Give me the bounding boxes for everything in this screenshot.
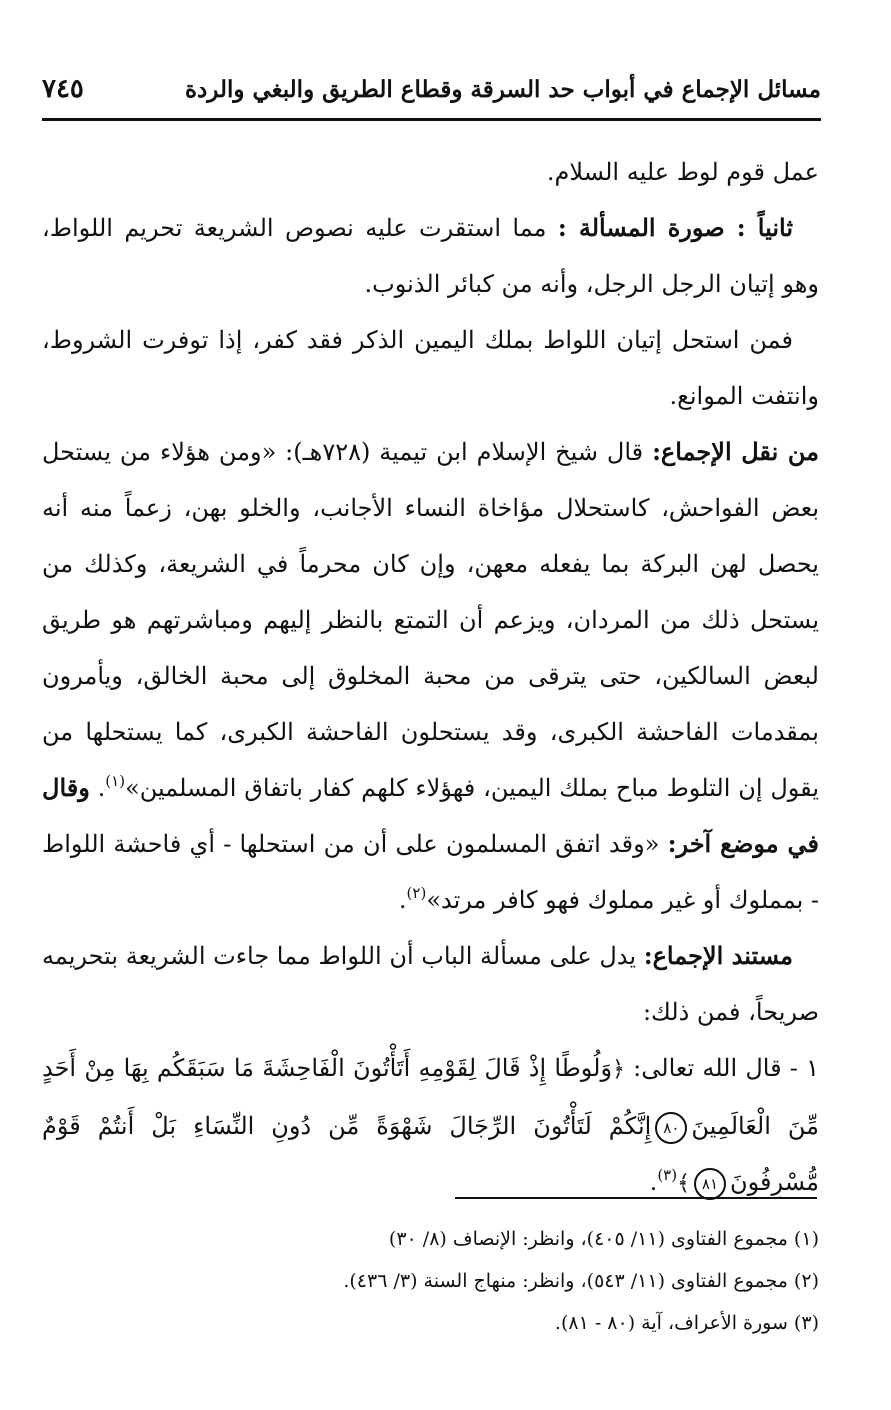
section-label-evidence: مستند الإجماع:	[643, 941, 793, 970]
ornate-bracket-close: ﴾	[677, 1171, 690, 1196]
paragraph-intro	[42, 144, 819, 200]
footnote-1: (١) مجموع الفتاوى (١١/ ٤٠٥)، وانظر: الإنصاف (٨/ ٣٠)	[388, 1228, 819, 1250]
footnote-ref-2: (٢)	[406, 884, 427, 902]
footnotes	[42, 1218, 819, 1344]
page-number: ٧٤٥	[42, 74, 84, 104]
evidence-text: يدل على مسألة الباب أن اللواط مما جاءت الشريعة بتحريمه صريحاً، فمن ذلك:	[42, 942, 819, 1026]
section-label-consensus-report: من نقل الإجماع:	[652, 437, 820, 466]
ruling-text: فمن استحل إتيان اللواط بملك اليمين الذكر فقد كفر، إذا توفرت الشروط، وانتفت الموانع.	[42, 326, 819, 410]
quran-verse-80: وَلُوطًا إِذْ قَالَ لِقَوْمِهِ أَتَأْتُونَ الْفَاحِشَةَ مَا سَبَقَكُم بِهَا مِنْ أَحَدٍ مِّنَ الْعَالَمِينَ	[42, 1054, 820, 1140]
paragraph-issue-form	[42, 200, 819, 312]
paragraph-quran-verse	[42, 1040, 819, 1212]
verse-number-80-marker: ٨٠	[655, 1112, 687, 1144]
footnote-3: (٣) سورة الأعراف، آية (٨٠ - ٨١).	[554, 1312, 819, 1334]
ibn-taymiyyah-quote: قال شيخ الإسلام ابن تيمية (٧٢٨هـ): «ومن هؤلاء من يستحل بعض الفواحش، كاستحلال مؤاخاة النساء الأجانب، والخلو بهن، زعماً منه أنه يحصل لهن البركة بما يفعله معهن، وإن كان محرماً في الشريعة، وكذلك من يستحل ذلك من المردان، ويزعم أن التمتع بالنظر إليهم ومباشرتهم هو طريق لبعض السالكين، حتى يترقى من محبة المخلوق إلى محبة الخالق، ويأمرون بمقدمات الفاحشة الكبرى، وقد يستحلون الفاحشة الكبرى، كما يستحلها من يقول إن التلوط مباح بملك اليمين، فهؤلاء كلهم كفار باتفاق المسلمين»	[42, 438, 820, 802]
paragraph-ruling	[42, 312, 819, 424]
paragraph-end: .	[398, 886, 407, 914]
quote-separator: .	[89, 774, 106, 802]
verse-lead: ١ - قال الله تعالى:	[624, 1054, 819, 1082]
paragraph-consensus-report	[42, 424, 819, 928]
main-text	[42, 144, 819, 1212]
footnote-ref-3: (٣)	[657, 1166, 678, 1184]
section-label-issue-form: ثانياً : صورة المسألة :	[557, 213, 793, 242]
running-title: مسائل الإجماع في أبواب حد السرقة وقطاع الطريق والبغي والردة	[184, 75, 821, 103]
footnote-2: (٢) مجموع الفتاوى (١١/ ٥٤٣)، وانظر: منهاج السنة (٣/ ٤٣٦).	[343, 1270, 819, 1292]
footnote-divider	[455, 1197, 817, 1199]
quran-verse-81: إِنَّكُمْ لَتَأْتُونَ الرِّجَالَ شَهْوَةً مِّن دُونِ النِّسَاءِ بَلْ أَنتُمْ قَوْمٌ مُّسْرِفُونَ	[42, 1112, 819, 1196]
verse-end: .	[649, 1168, 658, 1196]
ornate-bracket-open: ﴿	[612, 1057, 625, 1082]
footnote-ref-1: (١)	[105, 772, 126, 790]
verse-number-81-marker: ٨١	[694, 1168, 726, 1200]
intro-text: عمل قوم لوط عليه السلام.	[546, 158, 819, 186]
page-header	[42, 66, 821, 112]
header-divider	[42, 118, 821, 121]
second-quote-label: وقال في موضع آخر:	[42, 773, 820, 858]
second-quote: «وقد اتفق المسلمون على أن من استحلها - أي فاحشة اللواط - بمملوك أو غير مملوك فهو كافر مرتد»	[42, 830, 819, 914]
issue-form-text: مما استقرت عليه نصوص الشريعة تحريم اللواط، وهو إتيان الرجل الرجل، وأنه من كبائر الذنوب.	[42, 214, 819, 298]
paragraph-evidence	[42, 928, 819, 1040]
